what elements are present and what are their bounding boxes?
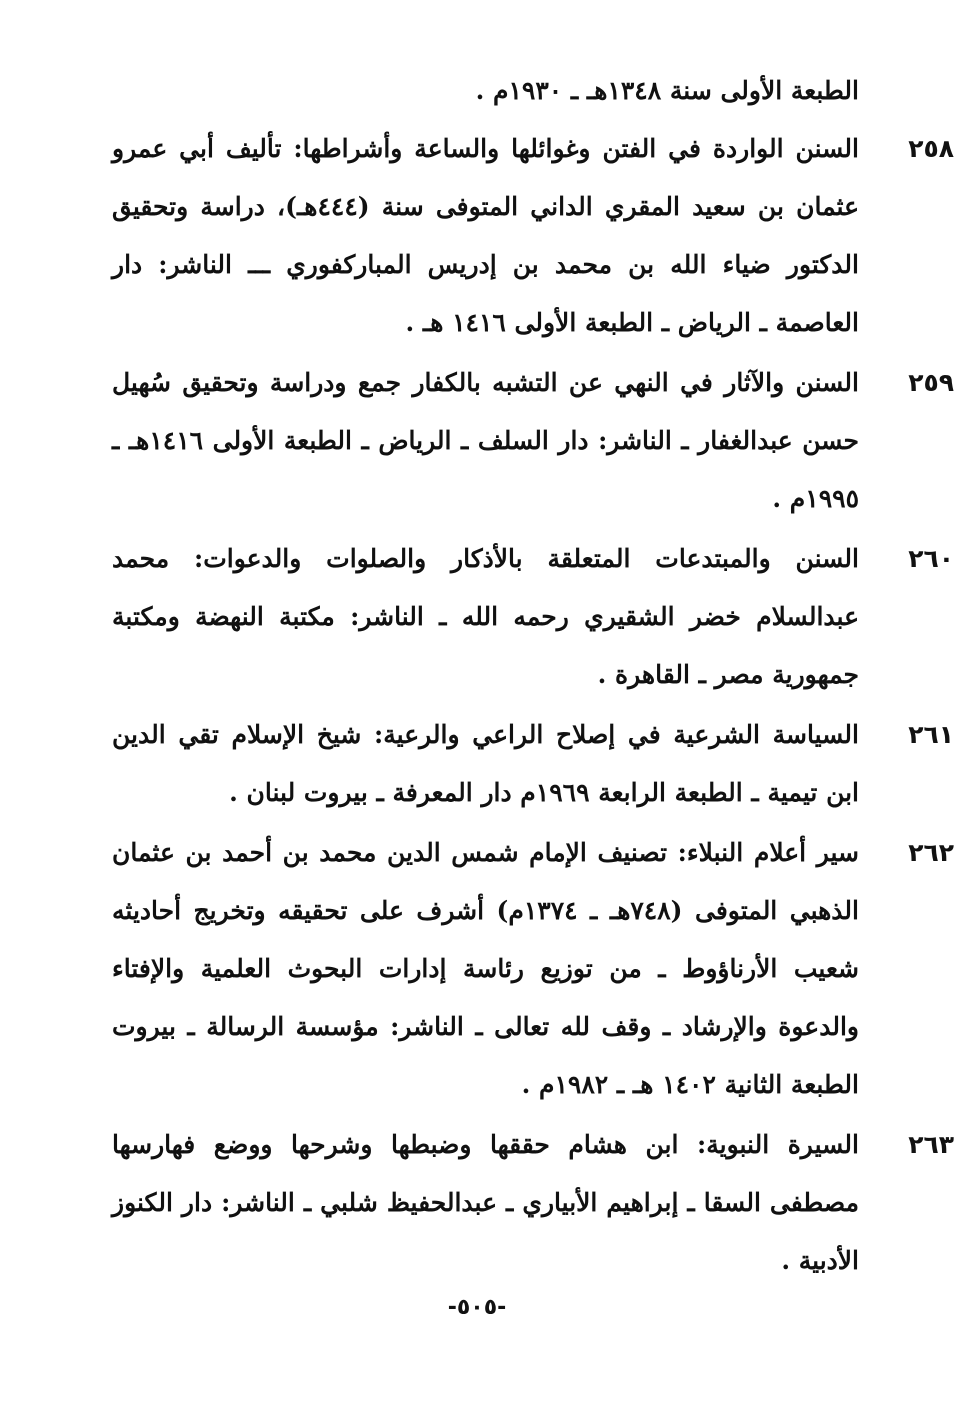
intro-line	[112, 62, 859, 120]
bibliography-entry	[112, 1116, 954, 1290]
entry-text: السيرة النبوية: ابن هشام حققها وضبطها وشرحها ووضع فهارسها مصطفى السقا ـ إبراهيم الأبياري ـ عبدالحفيظ شلبي ـ الناشر: دار الكنوز الأدبية .	[112, 1130, 859, 1275]
bibliography-entry	[112, 120, 954, 352]
bibliography-entry	[112, 530, 954, 704]
intro-text: الطبعة الأولى سنة ١٣٤٨هـ ـ ١٩٣٠م .	[475, 76, 859, 105]
entry-text: السنن الواردة في الفتن وغوائلها والساعة وأشراطها: تأليف أبي عمرو عثمان بن سعيد المقري الداني المتوفى سنة (٤٤٤هـ)، دراسة وتحقيق الدكتور ضياء الله بن محمد بن إدريس المباركفوري ـــ الناشر: دار العاصمة ـ الرياض ـ الطبعة الأولى ١٤١٦ هـ .	[112, 134, 859, 337]
bibliography-entry	[112, 354, 954, 528]
bibliography-entry	[112, 824, 954, 1114]
entry-number: ٢٦٣	[908, 1130, 954, 1159]
page-number: -٥٠٥-	[447, 1295, 507, 1320]
entry-text: سير أعلام النبلاء: تصنيف الإمام شمس الدين محمد بن أحمد بن عثمان الذهبي المتوفى (٧٤٨هـ ـ ١٣٧٤م) أشرف على تحقيقه وتخريج أحاديثه شعيب الأرناؤوط ـ من توزيع رئاسة إدارات البحوث العلمية والإفتاء والدعوة والإرشاد ـ وقف لله تعالى ـ الناشر: مؤسسة الرسالة ـ بيروت الطبعة الثانية ١٤٠٢ هـ ـ ١٩٨٢م .	[112, 838, 859, 1099]
entry-number: ٢٥٩	[908, 368, 954, 397]
entry-number: ٢٦٠	[908, 544, 954, 573]
entry-number: ٢٦١	[908, 720, 954, 749]
entry-text: السنن والمبتدعات المتعلقة بالأذكار والصلوات والدعوات: محمد عبدالسلام خضر الشقيري رحمه الله ـ الناشر: مكتبة النهضة ومكتبة جمهورية مصر ـ القاهرة .	[112, 544, 859, 689]
bibliography-entry	[112, 706, 954, 822]
entry-text: السنن والآثار في النهي عن التشبه بالكفار جمع ودراسة وتحقيق سُهيل حسن عبدالغفار ـ الناشر: دار السلف ـ الرياض ـ الطبعة الأولى ١٤١٦هـ ـ ١٩٩٥م .	[112, 368, 859, 513]
entry-text: السياسة الشرعية في إصلاح الراعي والرعية: شيخ الإسلام تقي الدين ابن تيمية ـ الطبعة الرابعة ١٩٦٩م دار المعرفة ـ بيروت لبنان .	[112, 720, 859, 807]
page-body	[112, 62, 954, 1290]
entry-number: ٢٥٨	[908, 134, 954, 163]
entry-number: ٢٦٢	[908, 838, 954, 867]
